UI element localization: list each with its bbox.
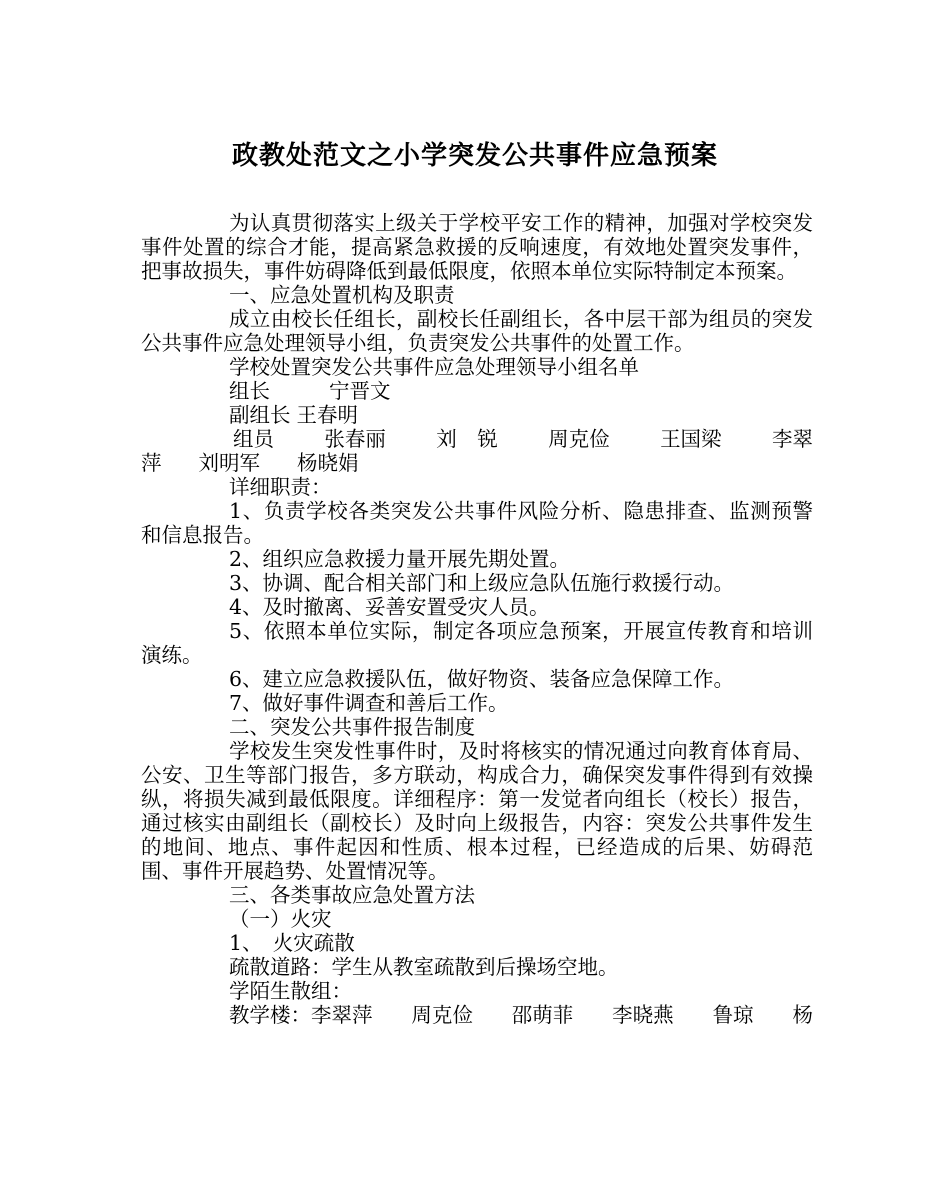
section1-paragraph: 成立由校长任组长，副校长任副组长，各中层干部为组员的突发公共事件应急处理领导小组，负责突发公共事件的处置工作。 — [141, 307, 813, 355]
evacuation-route: 疏散道路：学生从教室疏散到后操场空地。 — [229, 955, 619, 979]
member-name: 周克俭 — [411, 1003, 473, 1027]
member-name: 邵萌菲 — [511, 1003, 574, 1027]
deputy-name: 王春明 — [296, 403, 358, 427]
member-name: 杨 — [792, 1003, 813, 1027]
building-entry — [229, 1003, 373, 1027]
duty-item: 2、组织应急救援力量开展先期处置。 — [229, 547, 571, 571]
section1-heading: 一、应急处置机构及职责 — [229, 283, 455, 307]
duty-item: 5、依照本单位实际，制定各项应急预案，开展宣传教育和培训演练。 — [141, 619, 813, 667]
intro-paragraph: 为认真贯彻落实上级关于学校平安工作的精神，加强对学校突发事件处置的综合才能，提高紧急救援的反响速度，有效地处置突发事件，把事故损失，事件妨碍降低到最低限度，依照本单位实际特制定本预案。 — [141, 211, 813, 283]
duty-item: 3、协调、配合相关部门和上级应急队伍施行救援行动。 — [229, 571, 735, 595]
leader-row — [141, 379, 813, 403]
members-row-2 — [141, 451, 813, 475]
leader-name: 宁晋文 — [329, 379, 391, 403]
document-title: 政教处范文之小学突发公共事件应急预案 — [231, 141, 718, 171]
fire-subheading: 1、 火灾疏散 — [229, 931, 355, 955]
duty-item: 7、做好事件调查和善后工作。 — [229, 691, 509, 715]
section3-heading: 三、各类事故应急处置方法 — [229, 883, 475, 907]
list-title: 学校处置突发公共事件应急处理领导小组名单 — [229, 355, 639, 379]
members-label: 组员 — [233, 427, 274, 451]
member-name: 刘 锐 — [436, 427, 498, 451]
building-members-row — [141, 1003, 813, 1027]
member-name: 萍 — [141, 451, 162, 475]
document-body — [141, 211, 813, 1027]
duty-item: 4、及时撤离、妥善安置受灾人员。 — [229, 595, 550, 619]
evacuation-group: 学陌生散组： — [229, 979, 352, 1003]
member-name: 张春丽 — [324, 427, 386, 451]
member-name: 李翠萍 — [311, 1003, 373, 1027]
building-label: 教学楼： — [229, 1003, 311, 1027]
duty-item: 1、负责学校各类突发公共事件风险分析、隐患排查、监测预警和信息报告。 — [141, 499, 813, 547]
member-name: 杨晓娟 — [297, 451, 359, 475]
member-name: 鲁琼 — [712, 1003, 754, 1027]
section2-paragraph: 学校发生突发性事件时，及时将核实的情况通过向教育体育局、公安、卫生等部门报告，多方联动，构成合力，确保突发事件得到有效操纵，将损失减到最低限度。详细程序：第一发觉者向组长（校长）报告，通过核实由副组长（副校长）及时向上级报告，内容：突发公共事件发生的地间、地点、事件起因和性质、根本过程，已经造成的后果、妨碍范围、事件开展趋势、处置情况等。 — [141, 739, 813, 883]
member-name: 周克俭 — [548, 427, 610, 451]
section2-heading: 二、突发公共事件报告制度 — [229, 715, 475, 739]
members-row-1 — [141, 427, 813, 451]
deputy-row — [141, 403, 813, 427]
deputy-label: 副组长 — [229, 403, 291, 427]
member-name: 李晓燕 — [612, 1003, 674, 1027]
leader-label: 组长 — [229, 379, 270, 403]
member-name: 刘明军 — [198, 451, 260, 475]
fire-heading: （一）火灾 — [229, 907, 332, 931]
duties-heading: 详细职责： — [229, 475, 332, 499]
member-name: 王国梁 — [660, 427, 722, 451]
duty-item: 6、建立应急救援队伍，做好物资、装备应急保障工作。 — [229, 667, 735, 691]
member-name: 李翠 — [771, 427, 813, 451]
